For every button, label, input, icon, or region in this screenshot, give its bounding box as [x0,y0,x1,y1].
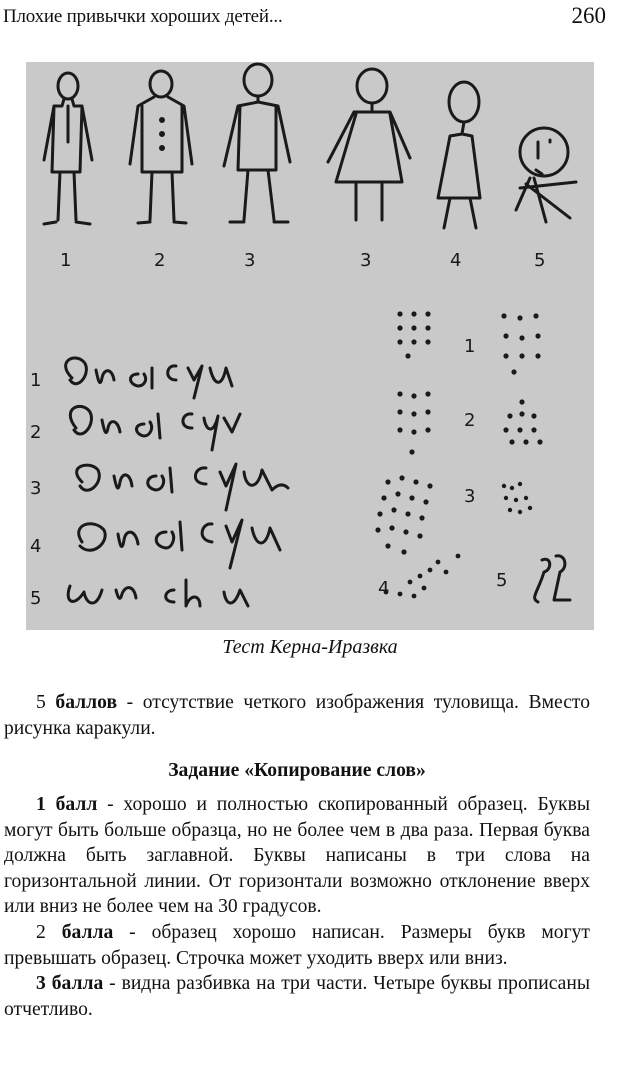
human-figure-3b [328,69,410,220]
human-figure-number: 4 [450,250,462,271]
dot-pattern-number: 4 [378,578,390,599]
human-figure-number: 1 [60,250,72,271]
handwriting-sample-3 [77,464,288,510]
figure-caption: Тест Керна-Иразвка [222,636,398,658]
dot-pattern-5-scribble [535,556,570,602]
section [4,758,590,784]
dot-pattern-1-model [397,311,430,358]
body-text [4,792,590,1022]
section-heading: Задание «Копирование слов» [168,760,426,781]
dot-pattern-3-copy [502,482,532,514]
dot-patterns [375,311,542,598]
dot-pattern-2-model [397,391,430,454]
paragraph-3-points: 3 балла - видна разбивка на три части. Четыре буквы прописаны отчетливо. [4,973,590,1020]
human-figure-2 [130,71,192,223]
page-number: 260 [571,3,606,28]
human-figure-4 [438,82,480,228]
running-title: Плохие привычки хороших детей... [3,6,283,27]
handwriting-row-number: 4 [30,536,42,557]
paragraph-5-points: 5 баллов - отсутствие четкого изображения туловища. Вместо рисунка каракули. [4,692,590,739]
paragraph-2-points: 2 балла - образец хорошо написан. Размеры букв могут превышать образец. Строчка может уходить вверх или вниз. [4,921,590,969]
handwriting-sample-4 [79,520,280,568]
dot-pattern-number: 2 [464,410,476,431]
human-figure-1 [44,73,92,224]
human-figure-number: 2 [154,250,166,271]
body-text [4,690,590,741]
human-figure-number: 5 [534,250,546,271]
dot-pattern-number: 1 [464,336,476,357]
handwriting-row-number: 2 [30,422,42,443]
human-figure-5 [516,128,576,222]
test-illustration [26,62,594,630]
human-figure-3 [224,64,290,222]
handwriting-row-number: 1 [30,370,42,391]
dot-pattern-number: 5 [496,570,508,591]
paragraph-1-point: 1 балл - хорошо и полностью скопированный образец. Буквы могут быть больше образца, но не более чем в два раза. Первая буква должна быть заглавной. Буквы написаны в три слова на горизонтальной линии. От горизонтали возможно отклонение вверх или вниз не более чем на 30 градусов. [4,794,590,918]
handwriting-row-number: 5 [30,588,42,609]
dot-pattern-4-model [384,554,461,599]
dot-pattern-2-copy [503,399,542,444]
human-figure-number: 3 [244,250,256,271]
handwriting-sample-5 [68,580,248,606]
handwriting-row-number: 3 [30,478,42,499]
handwriting-sample-1 [66,358,232,398]
handwriting-sample-2 [70,406,240,450]
page-header [3,3,606,34]
dot-pattern-3-model [375,475,432,554]
human-figure-number: 3 [360,250,372,271]
dot-pattern-1-copy [501,313,540,374]
dot-pattern-number: 3 [464,486,476,507]
